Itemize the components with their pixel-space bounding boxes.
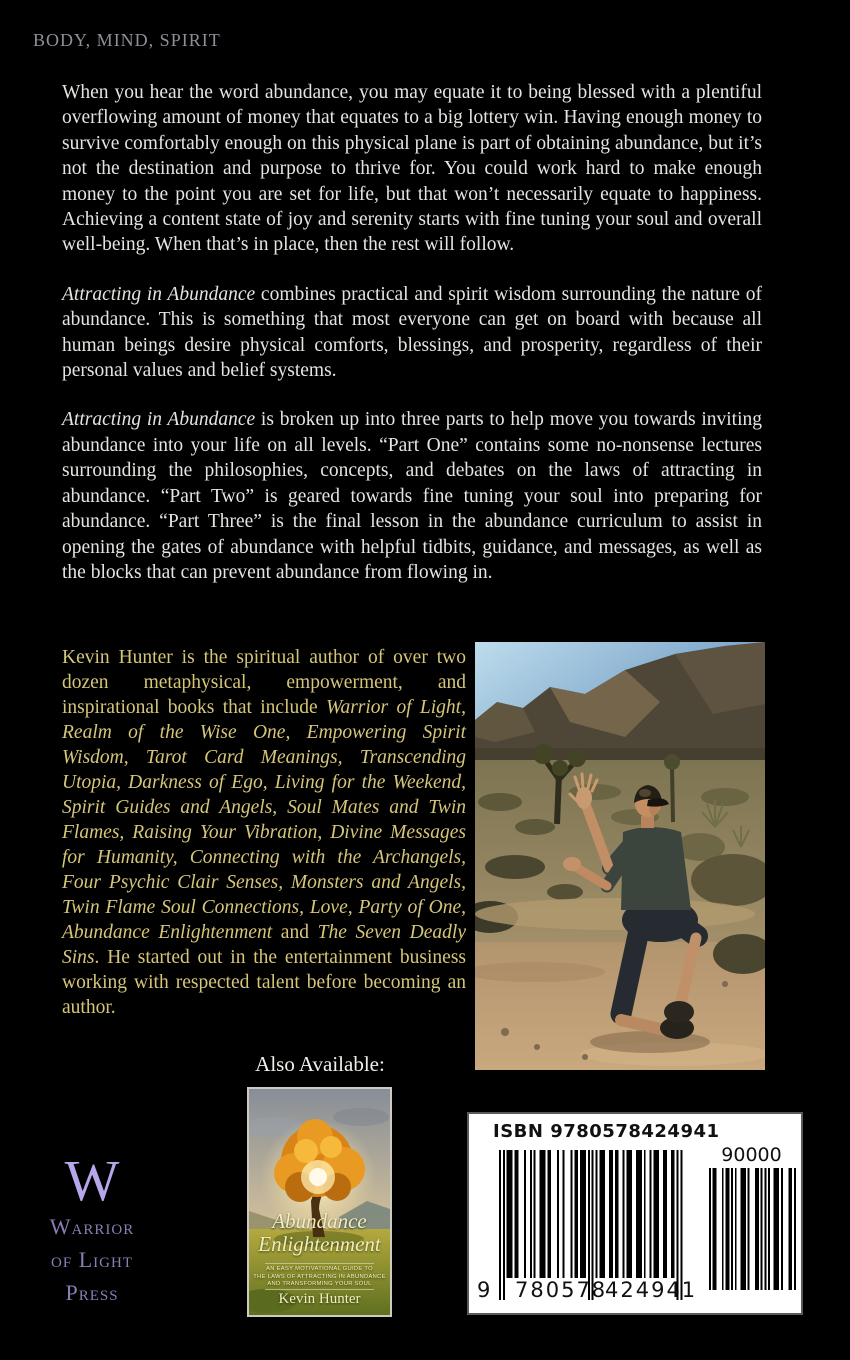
thumb-title-line2: Enlightenment [258, 1232, 381, 1256]
category-header: BODY, MIND, SPIRIT [33, 30, 221, 50]
publisher-logo [26, 1148, 158, 1309]
thumb-author: Kevin Hunter [278, 1291, 361, 1307]
author-photo [475, 642, 765, 1070]
thumb-title-line1: Abundance [272, 1209, 367, 1233]
thumb-subtitle: AN EASY MOTIVATIONAL GUIDE TO THE LAWS OF ATTRACTING IN ABUNDANCE AND TRANSFORMING YOUR SOUL [253, 1266, 386, 1288]
also-available-label: Also Available: [255, 1052, 385, 1076]
synopsis-block [62, 80, 762, 609]
thumb-divider-bottom [265, 1289, 374, 1290]
synopsis-paragraph-1: When you hear the word abundance, you may equate it to being blessed with a plentiful overflowing amount of money that equates to a big lottery win. Having enough money to survive comfortably enough on this physical plane is part of obtaining abundance, but it’s not the destination and purpose to thrive for. You could work hard to make enough money to the point you are set for life, but that won’t necessarily equate to happiness. Achieving a content state of joy and serenity starts with fine tuning your soul and overall well-being. When that’s in place, then the rest will follow. [62, 82, 762, 256]
book-thumbnail [247, 1087, 392, 1317]
isbn-barcode: ISBN 9780578424941 90000 9 780578 424941 [467, 1112, 803, 1315]
thumb-divider-top [265, 1263, 374, 1264]
synopsis-paragraph-2: Attracting in Abundance combines practical and spirit wisdom surrounding the nature of abundance. This is something that most everyone can get on board with because all human beings desire physical comforts, blessings, and prosperity, regardless of their personal values and belief systems. [62, 283, 762, 382]
publisher-name-line2: of Light [51, 1247, 133, 1272]
publisher-name-line3: Press [65, 1280, 119, 1305]
barcode-addon-label: 90000 [721, 1144, 782, 1166]
isbn-label: ISBN 9780578424941 [493, 1121, 720, 1142]
publisher-name-line1: Warrior [49, 1214, 135, 1239]
author-bio: Kevin Hunter is the spiritual author of over two dozen metaphysical, empowerment, and inspirational books that include Warrior of Light, Realm of the Wise One, Empowering Spirit Wisdom, Tarot Card Meanings, Transcending Utopia, Darkness of Ego, Living for the Weekend, Spirit Guides and Angels, Soul Mates and Twin Flames, Raising Your Vibration, Divine Messages for Humanity, Connecting with the Archangels, Four Psychic Clair Senses, Monsters and Angels, Twin Flame Soul Connections, Love, Party of One, Abundance Enlightenment and The Seven Deadly Sins. He started out in the entertainment business working with respected talent before becoming an author. [62, 647, 466, 1018]
synopsis-paragraph-3: Attracting in Abundance is broken up into three parts to help move you towards inviting abundance into your life on all levels. “Part One” contains some no-nonsense lectures surrounding the philosophies, concepts, and debates on the laws of attracting in abundance. “Part Two” is geared towards fine tuning your soul into preparing for abundance. “Part Three” is the final lesson in the abundance curriculum to assist in opening the gates of abundance with helpful tidbits, guidance, and messages, as well as the blocks that can prevent abundance from flowing in. [62, 409, 762, 583]
publisher-initial: W [64, 1148, 120, 1213]
barcode-addon-bars [707, 1168, 796, 1290]
